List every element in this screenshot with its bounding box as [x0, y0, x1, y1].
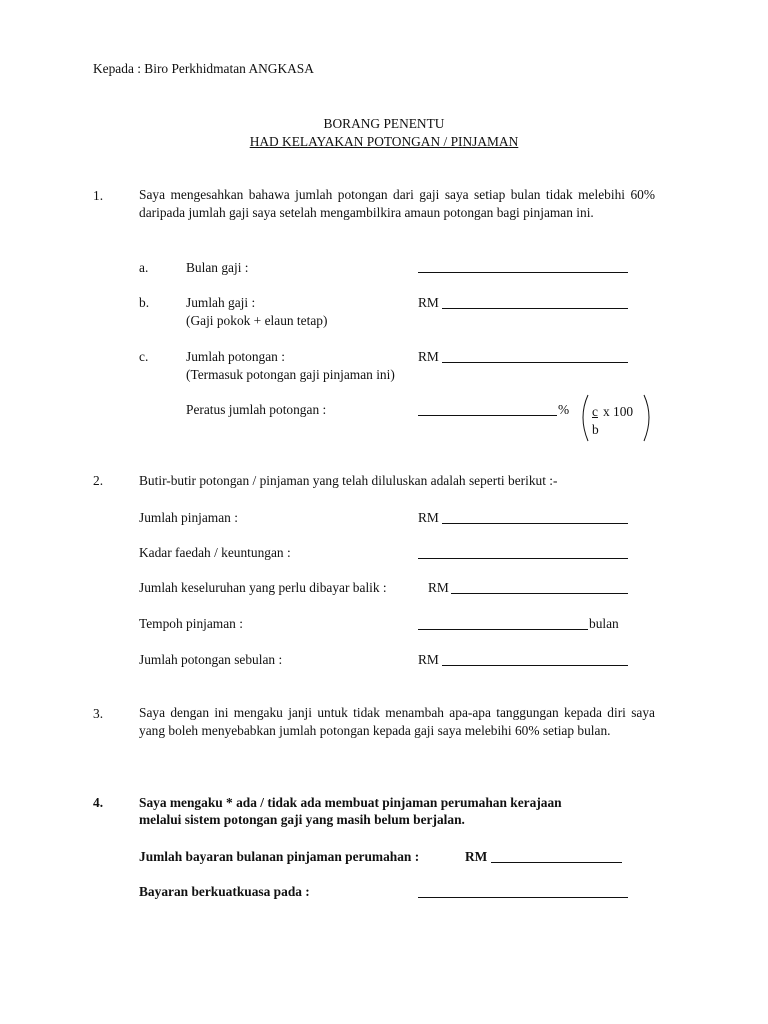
item-b-currency: RM [418, 295, 439, 310]
form-title: BORANG PENENTU [323, 116, 445, 131]
formula-denominator: b [592, 422, 599, 437]
section-3-text: Saya dengan ini mengaku janji untuk tidak menambah apa-apa tanggungan kepada diri saya yang boleh menyebabkan jumlah potongan kepada gaji saya melebihi 60% setiap bulan. [139, 705, 655, 738]
tempoh-unit: bulan [589, 616, 619, 631]
section-1-text: Saya mengesahkan bahawa jumlah potongan dari gaji saya setiap bulan tidak melebihi 60% daripada jumlah gaji saya setelah mengambilkira amaun potongan bagi pinjaman ini. [139, 187, 655, 220]
section-3-number: 3. [93, 706, 104, 721]
formula-multiplier: x 100 [603, 404, 634, 419]
kadar-faedah-field[interactable] [418, 558, 628, 559]
item-a-label: Bulan gaji : [186, 260, 249, 275]
tempoh-pinjaman-label: Tempoh pinjaman : [139, 616, 243, 631]
jumlah-pinjaman-label: Jumlah pinjaman : [139, 510, 238, 525]
bulan-gaji-field[interactable] [418, 272, 628, 273]
item-b-letter: b. [139, 295, 150, 310]
housing-payment-field[interactable] [491, 862, 622, 863]
effective-date-label: Bayaran berkuatkuasa pada : [139, 884, 310, 899]
potongan-sebulan-field[interactable] [442, 665, 628, 666]
item-b-label: Jumlah gaji : [186, 295, 256, 310]
housing-payment-currency: RM [465, 849, 488, 864]
jumlah-gaji-field[interactable] [442, 308, 628, 309]
peratus-field[interactable] [418, 415, 557, 416]
recipient-line: Kepada : Biro Perkhidmatan ANGKASA [93, 61, 314, 76]
percent-sign: % [558, 402, 570, 417]
section-4-line-1: Saya mengaku * ada / tidak ada membuat pinjaman perumahan kerajaan [139, 795, 562, 810]
effective-date-field[interactable] [418, 897, 628, 898]
item-a-letter: a. [139, 260, 149, 275]
jumlah-keseluruhan-field[interactable] [451, 593, 628, 594]
kadar-faedah-label: Kadar faedah / keuntungan : [139, 545, 291, 560]
tempoh-pinjaman-field[interactable] [418, 629, 588, 630]
item-c-note: (Termasuk potongan gaji pinjaman ini) [186, 367, 395, 382]
formula-numerator: c [592, 404, 598, 419]
section-4-line-2: melalui sistem potongan gaji yang masih belum berjalan. [139, 812, 465, 827]
potongan-sebulan-currency: RM [418, 652, 439, 667]
potongan-sebulan-label: Jumlah potongan sebulan : [139, 652, 283, 667]
section-2-number: 2. [93, 473, 104, 488]
housing-payment-label: Jumlah bayaran bulanan pinjaman perumahan : [139, 849, 420, 864]
form-subtitle: HAD KELAYAKAN POTONGAN / PINJAMAN [249, 134, 519, 149]
item-c-label: Jumlah potongan : [186, 349, 285, 364]
item-b-note: (Gaji pokok + elaun tetap) [186, 313, 328, 328]
section-1-number: 1. [93, 188, 104, 203]
section-4-number: 4. [93, 795, 104, 810]
jumlah-keseluruhan-currency: RM [428, 580, 449, 595]
jumlah-keseluruhan-label: Jumlah keseluruhan yang perlu dibayar balik : [139, 580, 387, 595]
right-paren [644, 395, 649, 441]
jumlah-pinjaman-field[interactable] [442, 523, 628, 524]
percentage-label: Peratus jumlah potongan : [186, 402, 327, 417]
left-paren [583, 395, 588, 441]
section-2-text: Butir-butir potongan / pinjaman yang telah diluluskan adalah seperti berikut :- [139, 473, 558, 488]
item-c-letter: c. [139, 349, 149, 364]
item-c-currency: RM [418, 349, 439, 364]
jumlah-potongan-field[interactable] [442, 362, 628, 363]
jumlah-pinjaman-currency: RM [418, 510, 439, 525]
